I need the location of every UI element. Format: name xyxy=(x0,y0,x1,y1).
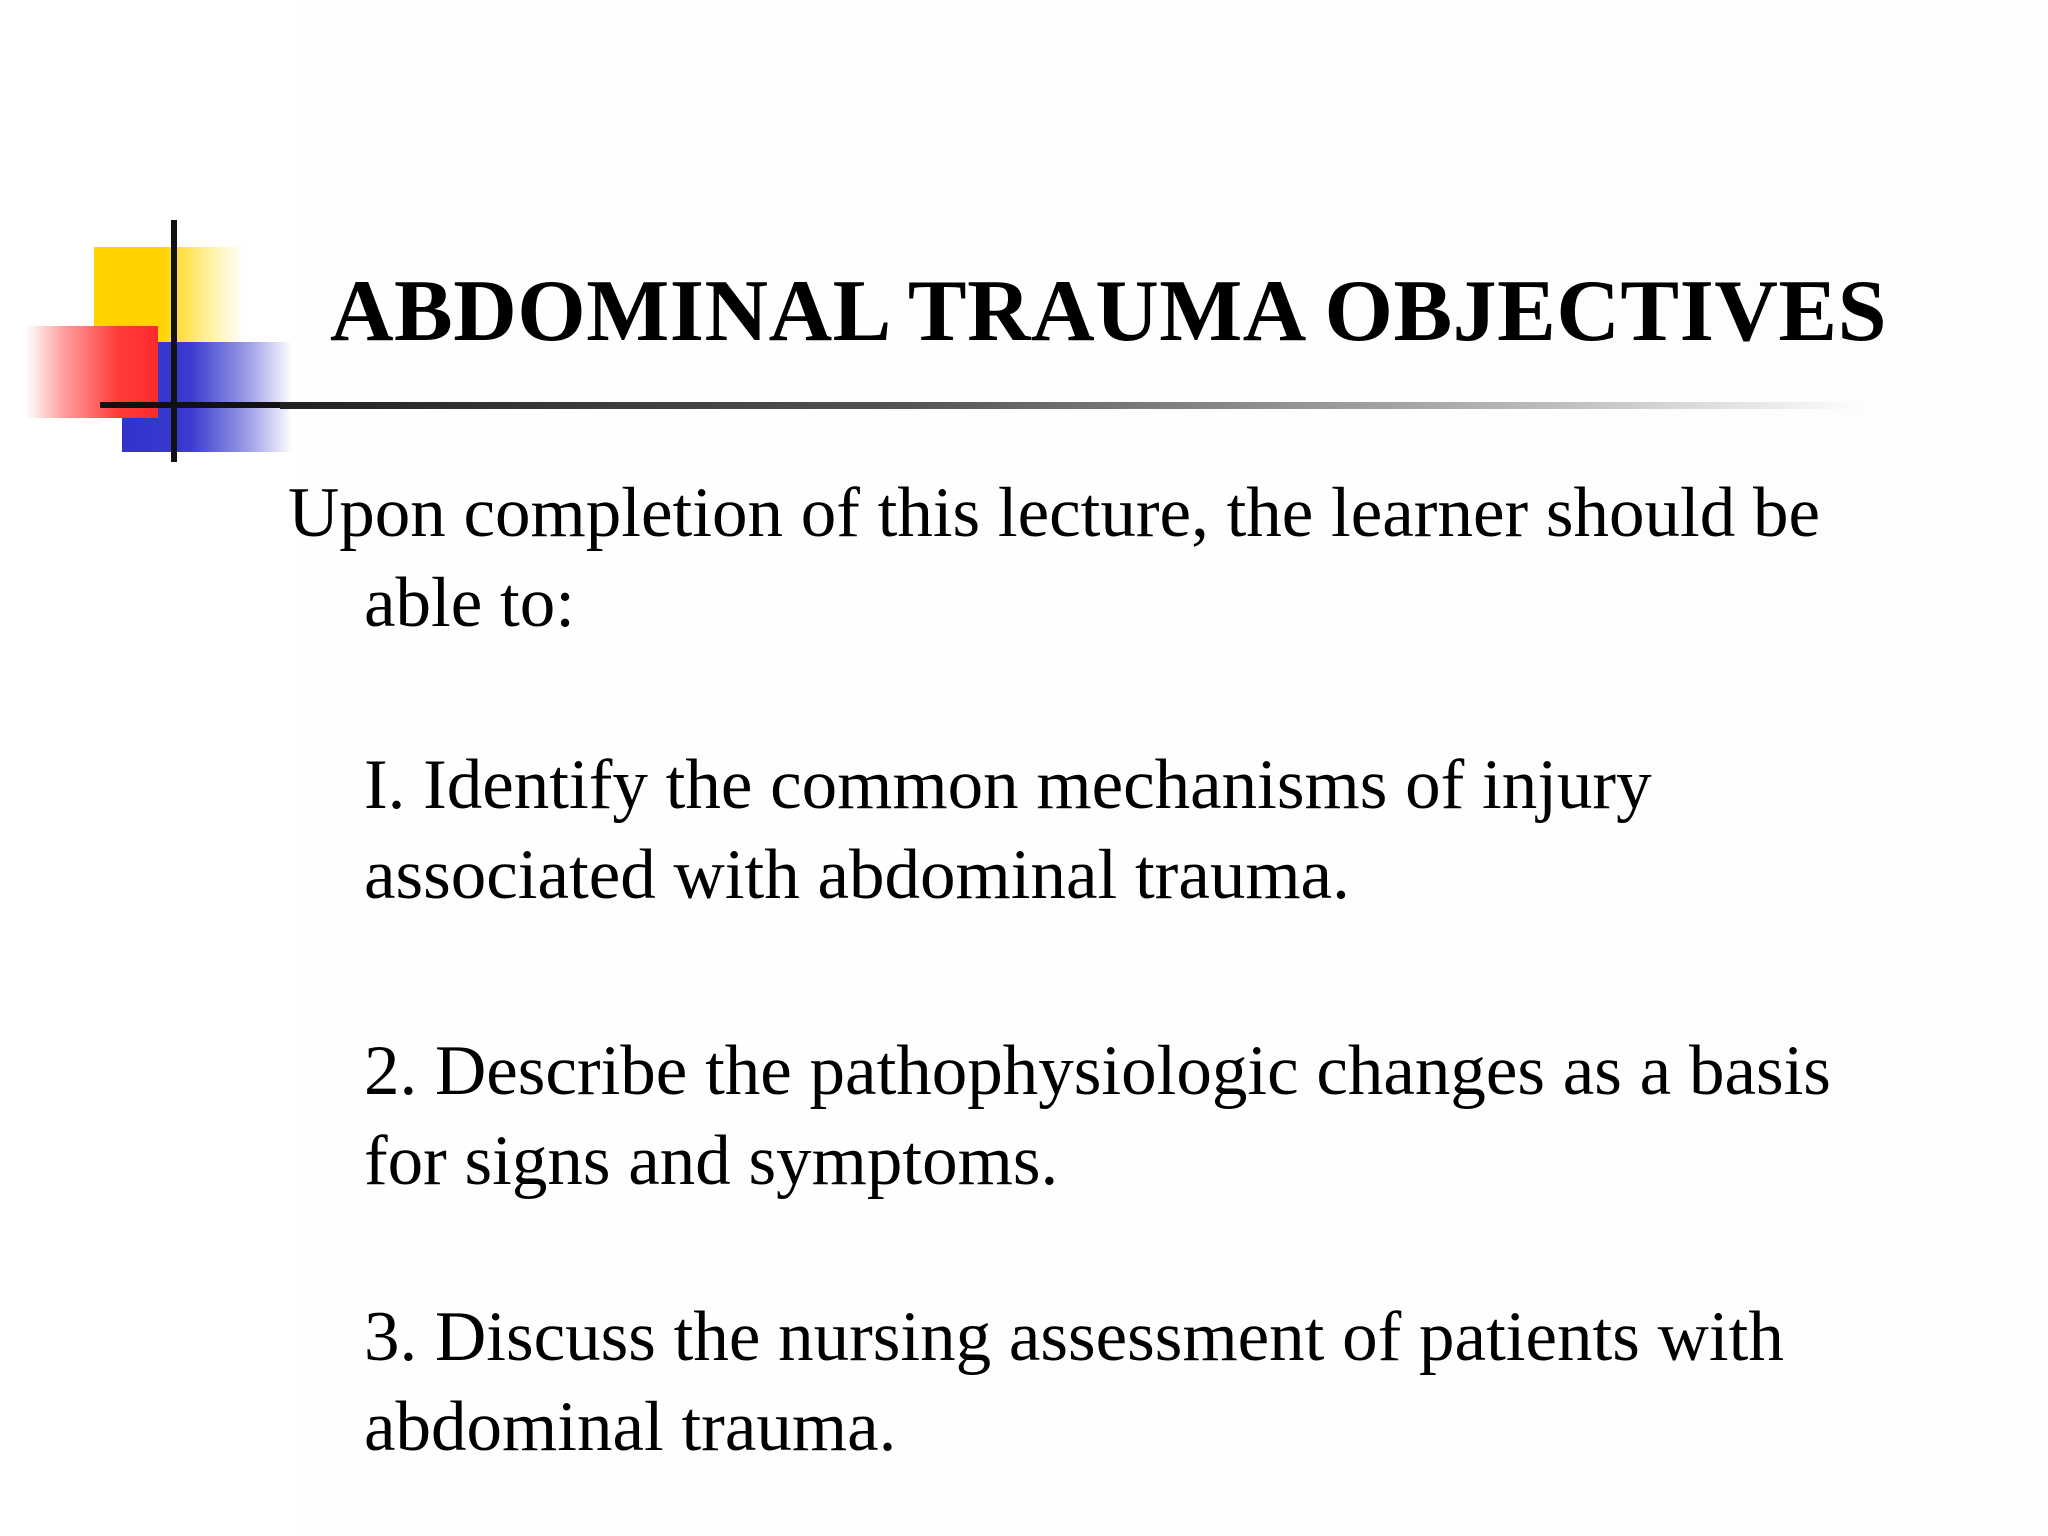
horizontal-crosshair-line xyxy=(100,402,300,408)
title-underline-rule xyxy=(280,402,1860,409)
intro-text-line-2: able to: xyxy=(364,564,575,642)
slide-logo-decoration xyxy=(0,220,300,470)
objective-3-line-1: 3. Discuss the nursing assessment of patients with xyxy=(364,1298,1784,1376)
objective-3-line-2: abdominal trauma. xyxy=(364,1388,897,1466)
intro-text-line-1: Upon completion of this lecture, the learner should be xyxy=(288,474,1820,552)
objective-1-line-1: I. Identify the common mechanisms of injury xyxy=(364,746,1652,824)
objective-1-line-2: associated with abdominal trauma. xyxy=(364,836,1350,914)
slide-title: ABDOMINAL TRAUMA OBJECTIVES xyxy=(330,263,1888,360)
objective-2-line-2: for signs and symptoms. xyxy=(364,1122,1059,1200)
vertical-crosshair-line xyxy=(171,220,177,462)
objective-2-line-1: 2. Describe the pathophysiologic changes as a basis xyxy=(364,1032,1831,1110)
